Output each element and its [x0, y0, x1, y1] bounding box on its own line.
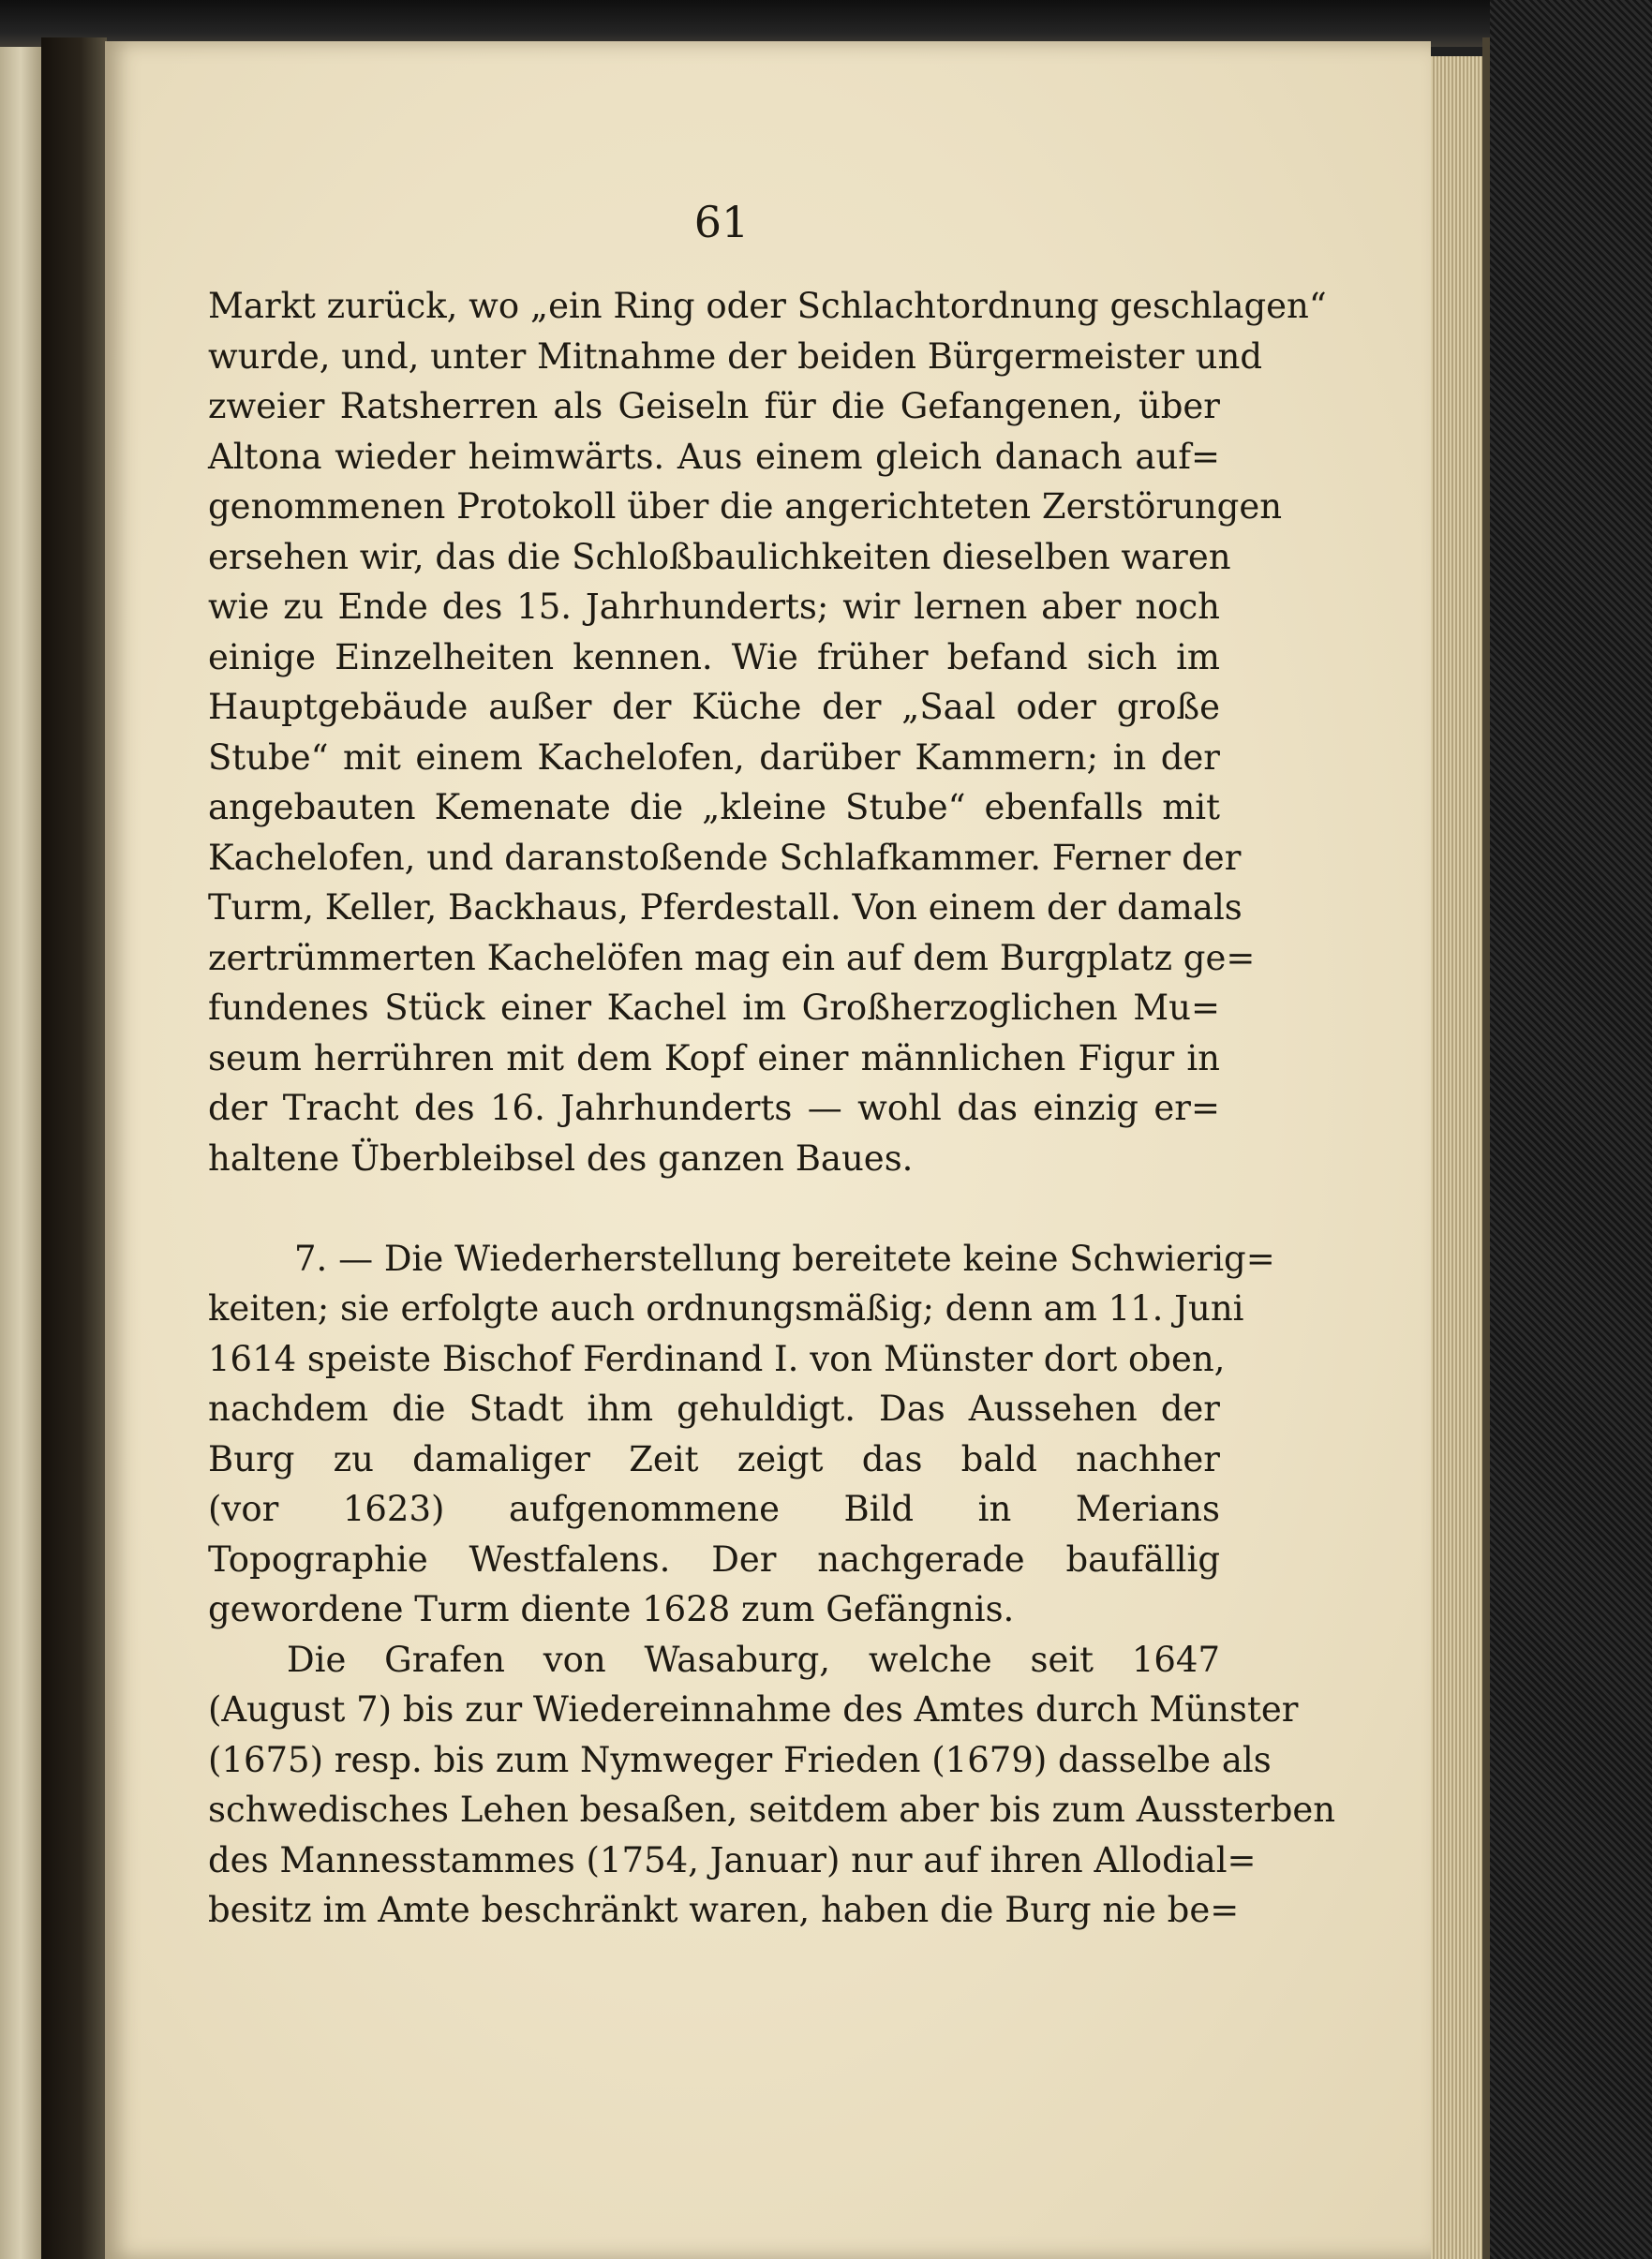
- text-line: Topographie Westfalens. Der nachgerade baufällig: [208, 1538, 1220, 1580]
- text-line: des Mannesstammes (1754, Januar) nur auf ihren Allodial=: [208, 1839, 1257, 1880]
- page-stack-shadow: [1482, 37, 1490, 2259]
- page-stack-edges: [1431, 56, 1482, 2259]
- previous-page-edge: [0, 47, 41, 2259]
- text-line: schwedisches Lehen besaßen, seitdem aber bis zum Aussterben: [208, 1790, 1336, 1830]
- scan-top-border: [0, 0, 1652, 47]
- text-line: 7. — Die Wiederherstellung bereitete keine Schwierig=: [294, 1238, 1275, 1279]
- text-line: genommenen Protokoll über die angerichteten Zerstörungen: [208, 486, 1283, 527]
- text-line: zertrümmerten Kachelöfen mag ein auf dem Burgplatz ge=: [208, 937, 1256, 978]
- text-line: keiten; sie erfolgte auch ordnungsmäßig; denn am 11. Juni: [208, 1288, 1244, 1329]
- text-line: Turm, Keller, Backhaus, Pferdestall. Von einem der damals: [208, 887, 1243, 928]
- paragraph-1: [208, 281, 1327, 1183]
- text-line: seum herrühren mit dem Kopf einer männlichen Figur in: [208, 1037, 1220, 1078]
- text-line: 1614 speiste Bischof Ferdinand I. von Münster dort oben,: [208, 1338, 1226, 1379]
- text-line: fundenes Stück einer Kachel im Großherzoglichen Mu=: [208, 988, 1220, 1028]
- paragraph-2: [208, 1234, 1275, 1635]
- text-line: gewordene Turm diente 1628 zum Gefängnis.: [208, 1589, 1015, 1629]
- paragraph-gap: [208, 1183, 1220, 1234]
- book-cover-edge: [1490, 0, 1652, 2259]
- text-line: besitz im Amte beschränkt waren, haben die Burg nie be=: [208, 1890, 1240, 1930]
- text-line: nachdem die Stadt ihm gehuldigt. Das Aussehen der: [208, 1389, 1220, 1429]
- text-line: Kachelofen, und daranstoßende Schlafkammer. Ferner der: [208, 837, 1242, 878]
- text-line: einige Einzelheiten kennen. Wie früher befand sich im: [208, 636, 1220, 677]
- text-line: wie zu Ende des 15. Jahrhunderts; wir lernen aber noch: [208, 587, 1220, 627]
- text-line: Stube“ mit einem Kachelofen, darüber Kammern; in der: [208, 736, 1220, 778]
- paragraph-3: [208, 1635, 1336, 1936]
- text-line: der Tracht des 16. Jahrhunderts — wohl das einzig er=: [208, 1088, 1220, 1128]
- text-line: (1675) resp. bis zum Nymweger Frieden (1679) dasselbe als: [208, 1739, 1272, 1780]
- text-line: Markt zurück, wo „ein Ring oder Schlachtordnung geschlagen“: [208, 286, 1327, 326]
- page-body-text: [208, 281, 1336, 1936]
- book-gutter: [41, 37, 107, 2259]
- text-line: Hauptgebäude außer der Küche der „Saal oder große: [208, 687, 1220, 727]
- text-line: (August 7) bis zur Wiedereinnahme des Amtes durch Münster: [208, 1689, 1299, 1730]
- text-line: Die Grafen von Wasaburg, welche seit 1647: [287, 1639, 1220, 1680]
- text-line: Altona wieder heimwärts. Aus einem gleich danach auf=: [208, 436, 1220, 477]
- text-line: Burg zu damaliger Zeit zeigt das bald nachher: [208, 1438, 1220, 1479]
- page-number: 61: [693, 197, 750, 247]
- text-line: zweier Ratsherren als Geiseln für die Gefangenen, über: [208, 386, 1220, 426]
- text-line: ersehen wir, das die Schloßbaulichkeiten dieselben waren: [208, 536, 1231, 577]
- text-line: angebauten Kemenate die „kleine Stube“ ebenfalls mit: [208, 787, 1220, 827]
- text-line: wurde, und, unter Mitnahme der beiden Bürgermeister und: [208, 335, 1263, 377]
- text-line: haltene Überbleibsel des ganzen Baues.: [208, 1137, 914, 1179]
- text-line: (vor 1623) aufgenommene Bild in Merians: [208, 1489, 1220, 1529]
